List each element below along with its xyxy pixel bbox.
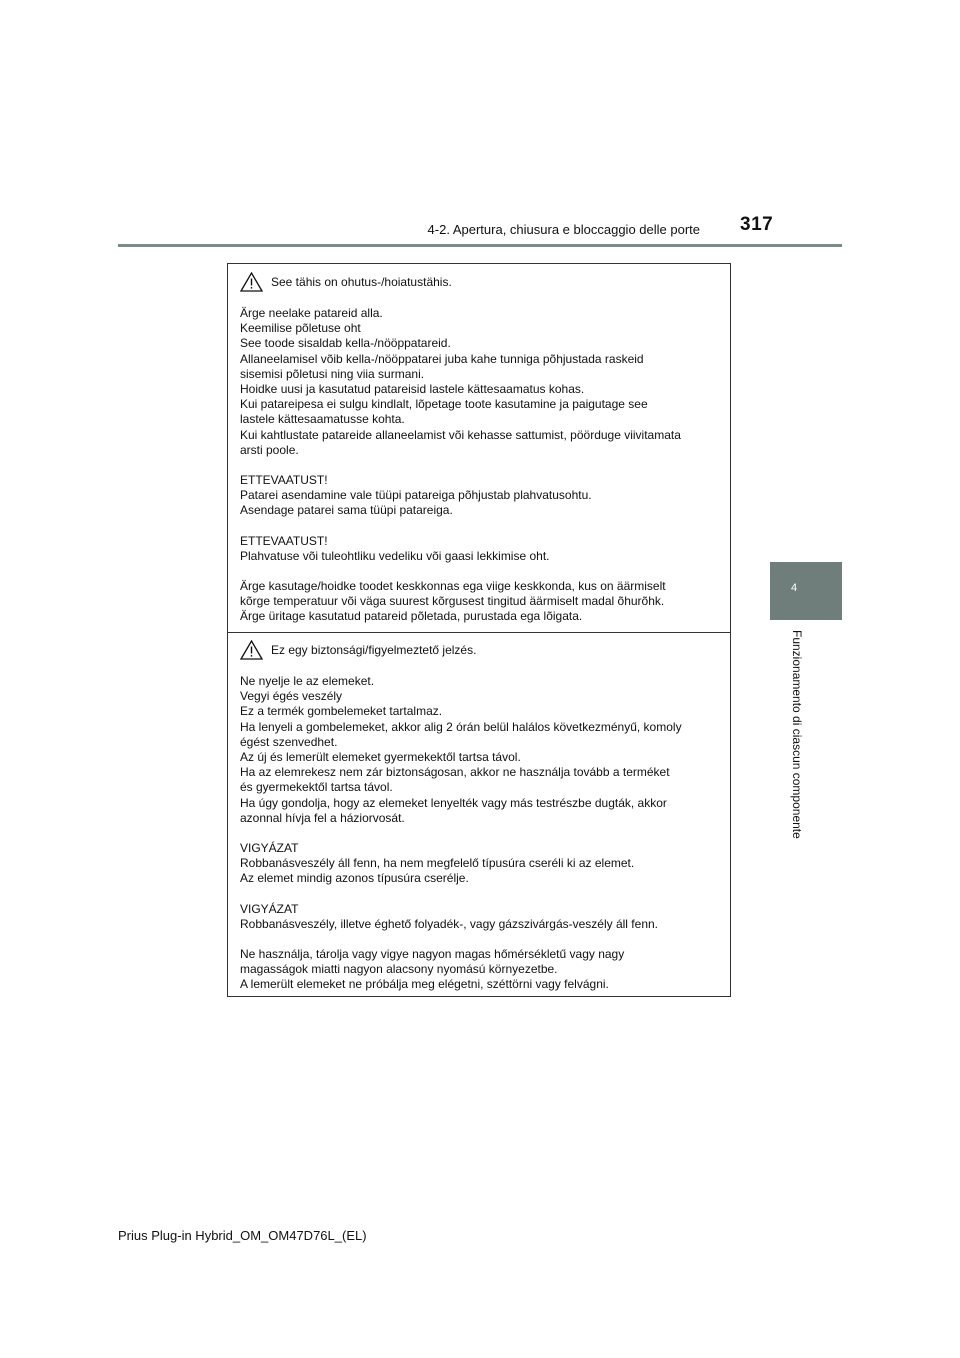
paragraph [240, 841, 720, 887]
text-line: és gyermekektől tartsa távol. [240, 780, 393, 795]
text-line: Robbanásveszély, illetve éghető folyadék-, vagy gázszivárgás-veszély áll fenn. [240, 916, 658, 931]
text-line: lastele kättesaamatusse kohta. [240, 412, 405, 427]
footer-document-id: Prius Plug-in Hybrid_OM_OM47D76L_(EL) [118, 1228, 367, 1243]
text-line: Vegyi égés veszély [240, 689, 343, 704]
text-line: Keemilise põletuse oht [240, 321, 361, 336]
warning-title: Ez egy biztonsági/figyelmeztető jelzés. [271, 643, 477, 657]
text-line: Az elemet mindig azonos típusúra cserélje. [240, 871, 469, 886]
chapter-tab-number: 4 [791, 582, 798, 594]
text-line: Patarei asendamine vale tüüpi patareiga põhjustab plahvatusohtu. [240, 488, 592, 503]
text-line: Kui patareipesa ei sulgu kindlalt, lõpetage toote kasutamine ja paigutage see [240, 397, 648, 412]
running-header-title: 4-2. Apertura, chiusura e bloccaggio delle porte [427, 222, 700, 237]
text-line: Az új és lemerült elemeket gyermekektől tartsa távol. [240, 750, 521, 765]
text-line: Ärge neelake patareid alla. [240, 306, 383, 320]
text-line: Ärge kasutage/hoidke toodet keskkonnas ega viige keskkonda, kus on äärmiselt [240, 579, 666, 594]
warning-title: See tähis on ohutus-/hoiatustähis. [271, 275, 452, 289]
paragraph [240, 902, 720, 932]
text-line: VIGYÁZAT [240, 841, 299, 856]
text-line: Ne nyelje le az elemeket. [240, 674, 375, 688]
text-line: ETTEVAATUST! [240, 473, 328, 488]
paragraph [240, 473, 720, 519]
warning-triangle-icon [240, 272, 263, 292]
warning-header [240, 640, 720, 664]
paragraph [240, 579, 720, 625]
text-line: azonnal hívja fel a háziorvosát. [240, 810, 405, 825]
battery-safety-notice [227, 263, 731, 997]
text-line: arsti poole. [240, 442, 299, 457]
text-line: Kui kahtlustate patareide allaneelamist või kehasse sattumist, pöörduge viivitamata [240, 427, 681, 442]
text-line: Allaneelamisel võib kella-/nööppatarei juba kahe tunniga põhjustada raskeid [240, 351, 644, 366]
text-line: Hoidke uusi ja kasutatud patareisid lastele kättesaamatus kohas. [240, 382, 585, 397]
paragraph [240, 674, 720, 826]
text-line: See toode sisaldab kella-/nööppatareid. [240, 336, 451, 351]
text-line: Ha lenyeli a gombelemeket, akkor alig 2 órán belül halálos következményű, komoly [240, 719, 682, 734]
text-line: Ha az elemrekesz nem zár biztonságosan, akkor ne használja tovább a terméket [240, 765, 670, 780]
header-divider [118, 244, 842, 247]
notice-section-hungarian [240, 640, 720, 1008]
paragraph [240, 306, 720, 458]
text-line: ETTEVAATUST! [240, 533, 328, 548]
notice-section-estonian [240, 272, 720, 640]
warning-header [240, 272, 720, 296]
text-line: magasságok miatti nagyon alacsony nyomású környezetbe. [240, 962, 558, 977]
text-line: Ha úgy gondolja, hogy az elemeket lenyelték vagy más testrészbe dugták, akkor [240, 795, 667, 810]
text-line: égést szenvedhet. [240, 734, 338, 749]
text-line: Ez a termék gombelemeket tartalmaz. [240, 704, 443, 719]
paragraph [240, 947, 720, 993]
page-number: 317 [740, 214, 774, 235]
text-line: Plahvatuse või tuleohtliku vedeliku või gaasi lekkimise oht. [240, 548, 550, 563]
paragraph [240, 534, 720, 564]
text-line: kõrge temperatuur või väga suurest kõrgusest tingitud äärmiselt madal õhurõhk. [240, 594, 665, 609]
text-line: A lemerült elemeket ne próbálja meg elégetni, széttörni vagy felvágni. [240, 977, 609, 992]
text-line: sisemisi põletusi ning viia surmani. [240, 366, 425, 381]
text-line: Asendage patarei sama tüüpi patareiga. [240, 503, 453, 518]
chapter-side-label: Funzionamento di ciascun componente [790, 630, 804, 839]
chapter-tab [770, 562, 842, 620]
text-line: VIGYÁZAT [240, 901, 299, 916]
text-line: Robbanásveszély áll fenn, ha nem megfelelő típusúra cseréli ki az elemet. [240, 856, 635, 871]
text-line: Ne használja, tárolja vagy vigye nagyon magas hőmérsékletű vagy nagy [240, 947, 625, 962]
section-divider [228, 632, 730, 633]
warning-triangle-icon [240, 640, 263, 660]
text-line: Ärge üritage kasutatud patareid põletada, purustada ega lõigata. [240, 609, 583, 624]
